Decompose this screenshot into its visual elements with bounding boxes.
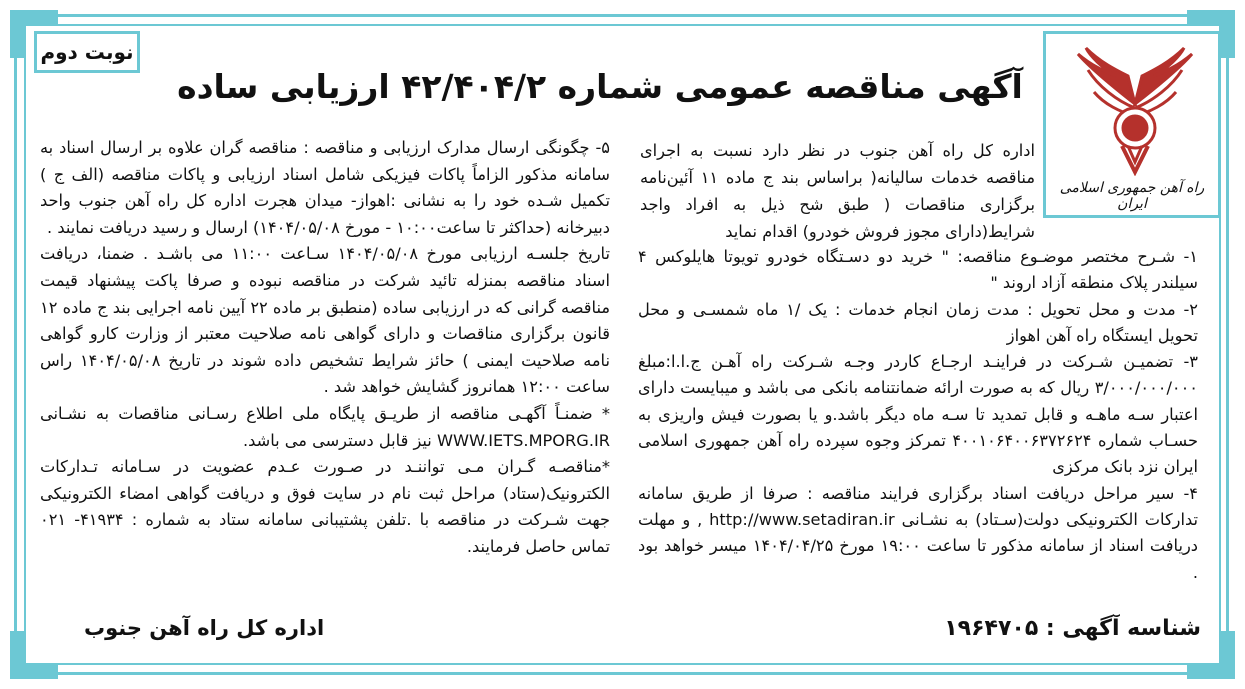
item-5: ۵- چگونگی ارسال مدارک ارزیابی و مناقصه : مناقصه گران علاوه بر ارسال اسناد به سامانه مذکور الزاماً پاکات فیزیکی شامل اسناد ارزیابی و پاکات مناقصه (الف ج ) تکمیل شـده خود را به نشانی :اهواز- میدان هجرت اداره کل راه آهن جنوب واحد دبیرخانه (حداکثر تا ساعت۱۰:۰۰ - مورخ ۱۴۰۴/۰۵/۰۸) ارسال و رسید دریافت نمایند .	[40, 138, 610, 237]
item-2: ۲- مدت و محل تحویل : مدت زمان انجام خدمات : یک /۱ ماه شمسـی و محل تحویل ایستگاه راه آهن اهواز	[638, 299, 1198, 345]
page-title: آگهی مناقصه عمومی شماره ۴۲/۴۰۴/۲ ارزیابی ساده	[177, 67, 1023, 106]
item-3: ۳- تضمیـن شـرکت در فراینـد ارجـاع کاردر وجـه شـرکت راه آهـن ج.ا.ا:مبلغ ۳/۰۰۰/۰۰۰/۰۰۰ ریال که به صورت ارائه ضمانتنامه بانکی می باشد و میبایست دارای اعتبار سـه ماهـه و قابل تمدید تا سـه ماه دیگر باشد.و یا بصورت فیش واریزی به حسـاب شماره ۴۰۰۱۰۶۴۰۰۶۳۷۲۶۲۴ تمرکز وجوه سپرده راه آهن جمهوری اسلامی ایران نزد بانک مرکزی	[638, 352, 1198, 477]
left-column	[40, 135, 610, 561]
item-4	[638, 481, 1198, 586]
item-6: تاریخ جلسـه ارزیابی مورخ ۱۴۰۴/۰۵/۰۸ سـاعت ۱۱:۰۰ می باشـد . ضمنا، دریافت اسناد مناقصه بمنزله تائید شرکت در مناقصه نبوده و صرفا پاکت پیشنهاد قیمت مناقصه گرانی که در ارزیابی ساده (منطبق بر ماده ۲۲ آیین نامه اجرایی بند ج ماده ۱۲ قانون برگزاری مناقصات و دارای گواهی نامه صلاحیت معتبر از وزارت کارو گواهی نامه صلاحیت ایمنی ) حائز شرایط تشخیص داده شوند در تاریخ ۱۴۰۴/۰۵/۰۸ راس ساعت ۱۲:۰۰ همانروز گشایش خواهد شد .	[40, 244, 610, 397]
logo-caption: راه آهن جمهوری اسلامی ایران	[1059, 180, 1205, 212]
item-7	[40, 401, 610, 454]
item-4-post: , و مهلت دریافت اسناد از سامانه مذکور تا ساعت ۱۹:۰۰ مورخ ۱۴۰۴/۰۴/۲۵ میسر خواهد بود .	[638, 509, 1199, 582]
item-1: ۱- شـرح مختصر موضـوع مناقصه: " خرید دو دسـتگاه خودرو تویوتا هایلوکس ۴ سیلندر پلاک منطقه آزاد اروند "	[638, 247, 1198, 293]
iets-link[interactable]: WWW.IETS.MPORG.IR	[436, 430, 610, 450]
winged-wheel-logo	[1072, 46, 1198, 176]
right-column	[638, 244, 1198, 586]
footer	[26, 610, 1219, 664]
intro-paragraph	[640, 137, 1035, 245]
item-8: *مناقصـه گـران مـی تواننـد در صـورت عـدم عضویت در سـامانه تـداركات الکترونیک(ستاد) مراحل ثبت نام در سایت فوق و دریافت گواهی امضاء الکترونیکی جهت شـرکت در مناقصه با .تلفن پشتیبانی سامانه ستاد به شماره : ۴۱۹۳۴- ۰۲۱ تماس حاصل فرمایند.	[40, 457, 610, 556]
issuing-organization: اداره کل راه آهن جنوب	[84, 616, 325, 640]
item-7-pre: * ضمنـاً آگهـی مناقصه از طریـق پایگاه ملی اطلاع رسـانی مناقصات به نشـانی	[40, 403, 610, 423]
logo-box	[1043, 31, 1221, 218]
ad-id: شناسه آگهی : ۱۹۶۴۷۰۵	[944, 616, 1201, 641]
intro-text: اداره کل راه آهن جنوب در نظر دارد نسبت به اجرای مناقصه خدمات سالیانه( براساس بند ج ماده ۱۱ آئین‌نامه برگزاری مناقصات ( طبق شح ذیل به افراد واجد شرایط(دارای مجوز فروش خودرو) اقدام نماید	[640, 141, 1035, 241]
setad-link[interactable]: http://www.setadiran.ir	[709, 509, 895, 529]
item-7-post: نیز قابل دسترسی می باشد.	[243, 430, 432, 450]
item-4-pre: ۴- سیر مراحل دریافت اسناد برگزاری فرایند مناقصه : صرفا از طریق سامانه تداركات الکترونیکی دولت(سـتاد) به نشـانی	[638, 483, 1198, 529]
publication-badge: نوبت دوم	[34, 31, 140, 73]
